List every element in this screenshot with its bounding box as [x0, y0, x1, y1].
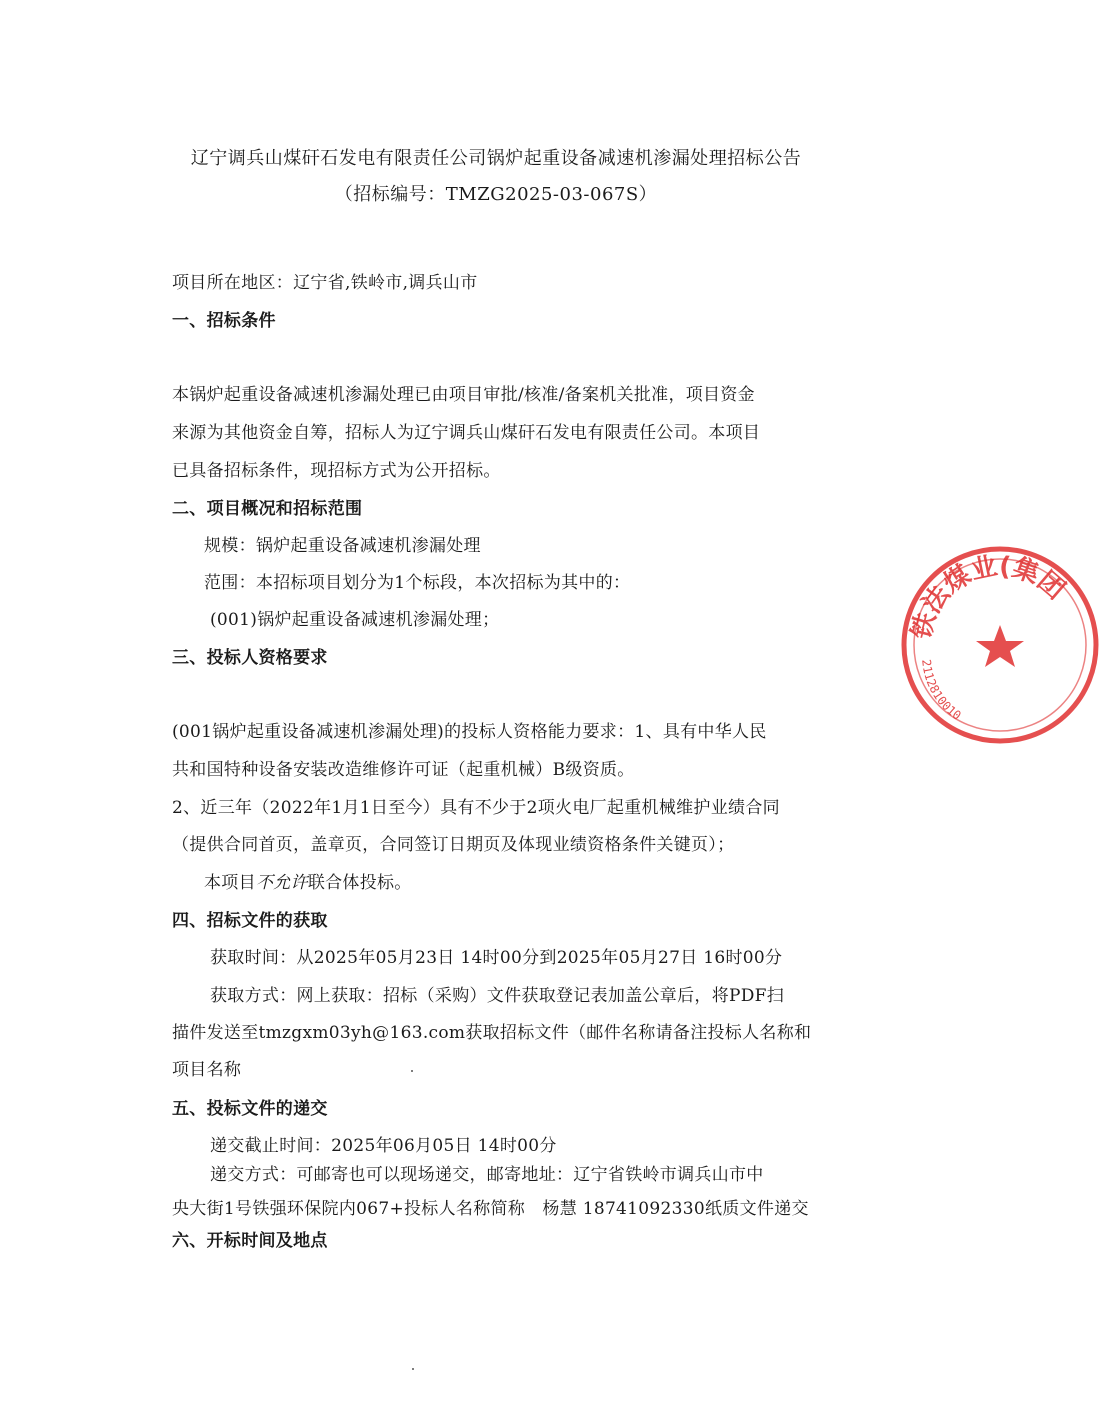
section3-line-5-italic: 不允许 [255, 873, 308, 893]
section1-paragraph-line-1: 本锅炉起重设备减速机渗漏处理已由项目审批/核准/备案机关批准，项目资金 [172, 385, 755, 405]
section1-heading: 一、招标条件 [172, 311, 276, 331]
seal-text-top: 铁法煤业(集团 [906, 551, 1071, 643]
section5-method-line-1: 递交方式：可邮寄也可以现场递交，邮寄地址：辽宁省铁岭市调兵山市中 [210, 1165, 764, 1185]
section3-line-2: 共和国特种设备安装改造维修许可证（起重机械）B级资质。 [172, 760, 635, 780]
section2-heading: 二、项目概况和招标范围 [172, 499, 363, 519]
section5-heading: 五、投标文件的递交 [172, 1099, 328, 1119]
scan-speck [412, 1368, 414, 1370]
section4-method-line-3: 项目名称 [172, 1060, 242, 1080]
company-seal-stamp [900, 545, 1100, 745]
section2-lot: (001)锅炉起重设备减速机渗漏处理； [210, 610, 500, 630]
section3-heading: 三、投标人资格要求 [172, 648, 328, 668]
section4-method-line-2: 描件发送至tmzgxm03yh@163.com获取招标文件（邮件名称请备注投标人名称和 [172, 1023, 812, 1043]
section3-line-1: (001锅炉起重设备减速机渗漏处理)的投标人资格能力要求：1、具有中华人民 [172, 722, 767, 742]
seal-star-icon [976, 625, 1024, 667]
document-subtitle: （招标编号：TMZG2025-03-067S） [334, 184, 658, 205]
section6-heading: 六、开标时间及地点 [172, 1231, 328, 1251]
section1-paragraph-line-2: 来源为其他资金自筹，招标人为辽宁调兵山煤矸石发电有限责任公司。本项目 [172, 423, 761, 443]
section2-scope: 范围：本招标项目划分为1个标段，本次招标为其中的： [204, 573, 631, 593]
section5-method-line-2: 央大街1号铁强环保院内067+投标人名称简称 杨慧 18741092330纸质文件递交 [172, 1199, 809, 1219]
document-title: 辽宁调兵山煤矸石发电有限责任公司锅炉起重设备减速机渗漏处理招标公告 [190, 148, 802, 169]
section3-line-3: 2、近三年（2022年1月1日至今）具有不少于2项火电厂起重机械维护业绩合同 [172, 798, 780, 818]
section4-time: 获取时间：从2025年05月23日 14时00分到2025年05月27日 16时00分 [210, 948, 783, 968]
section4-method-line-1: 获取方式：网上获取：招标（采购）文件获取登记表加盖公章后，将PDF扫 [210, 986, 785, 1006]
seal-text-bottom: 2112810010 [919, 658, 964, 723]
scan-speck [411, 1070, 413, 1072]
project-location: 项目所在地区：辽宁省,铁岭市,调兵山市 [172, 273, 478, 293]
section5-deadline: 递交截止时间：2025年06月05日 14时00分 [210, 1136, 557, 1156]
section3-line-5 [204, 868, 412, 893]
section1-paragraph-line-3: 已具备招标条件，现招标方式为公开招标。 [172, 461, 501, 481]
section3-line-4: （提供合同首页，盖章页，合同签订日期页及体现业绩资格条件关键页）； [172, 835, 735, 855]
section3-line-5-prefix: 本项目 [204, 873, 256, 893]
section4-heading: 四、招标文件的获取 [172, 911, 328, 931]
section3-line-5-suffix: 联合体投标。 [307, 873, 412, 893]
section2-scale: 规模：锅炉起重设备减速机渗漏处理 [204, 536, 481, 556]
